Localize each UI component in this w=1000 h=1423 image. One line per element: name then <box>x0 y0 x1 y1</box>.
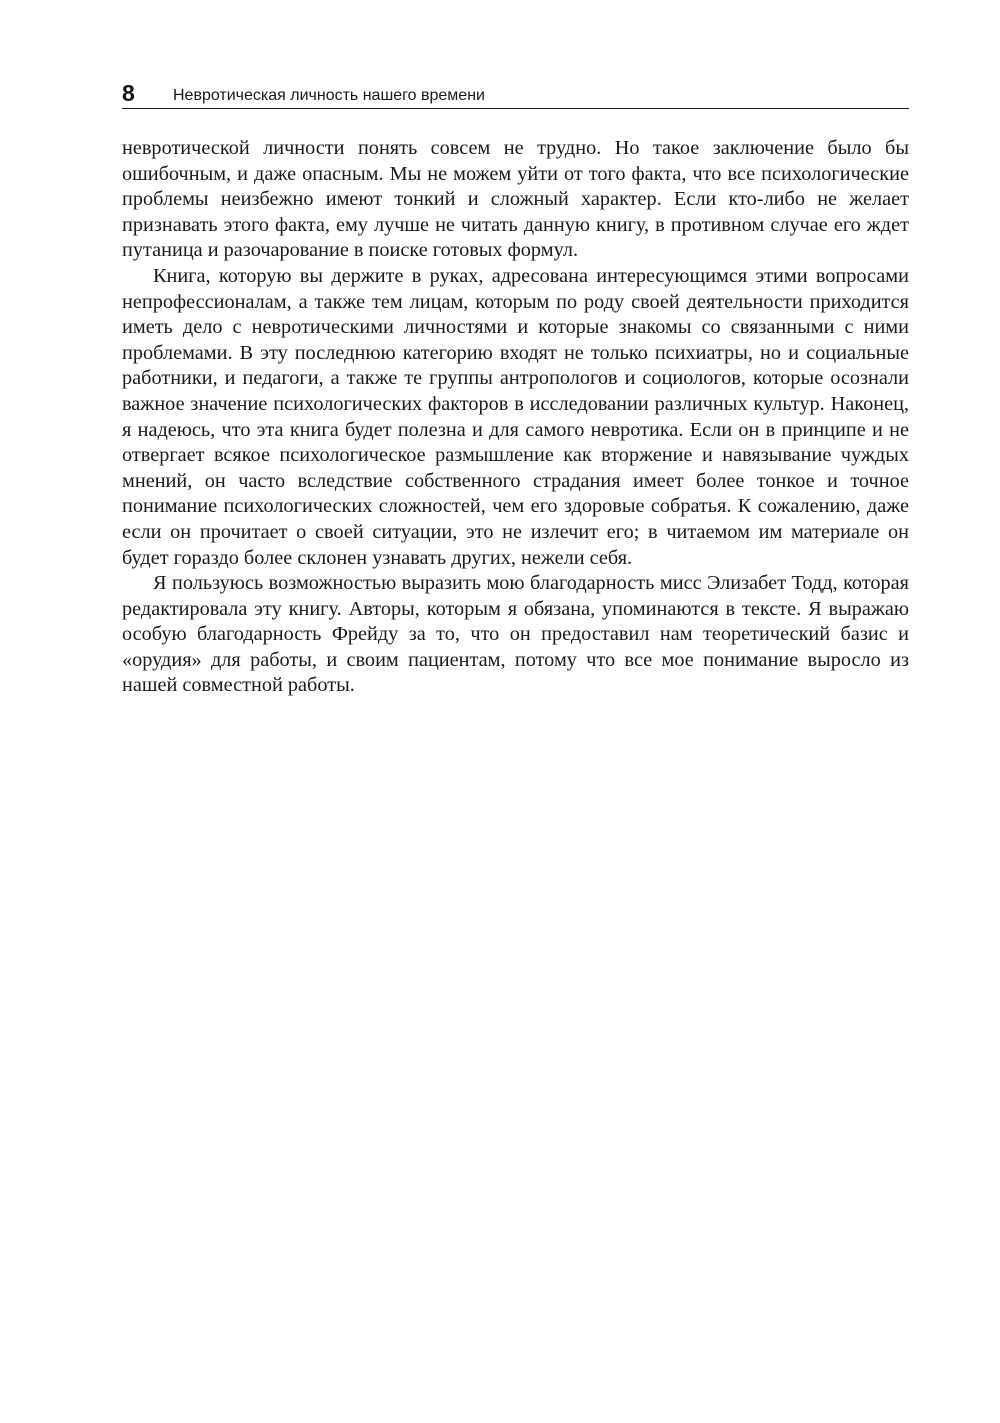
paragraph-acknowledgements: Я пользуюсь возможностью выразить мою благодарность мисс Элизабет Тодд, которая редактировала эту книгу. Авторы, которым я обязана, упоминаются в тексте. Я выражаю особую благодарность Фрейду за то, что он предоставил нам теоретический базис и «орудия» для работы, и своим пациентам, потому что все мое понимание выросло из нашей совместной работы. <box>122 572 909 697</box>
paragraph-audience: Книга, которую вы держите в руках, адресована интересующимся этими вопросами непрофессионалам, а также тем лицам, которым по роду своей деятельности приходится иметь дело с невротическими личностями и которые знакомы со связанными с ними проблемами. В эту последнюю категорию входят не только психиатры, но и социальные работники, и педагоги, а также те группы антропологов и социологов, которые осознали важное значение психологических факторов в исследовании различных культур. Наконец, я надеюсь, что эта книга будет полезна и для самого невротика. Если он в принципе и не отвергает всякое психологическое размышление как вторжение и навязывание чуждых мнений, он часто вследствие собственного страдания имеет более тонкое и точное понимание психологических сложностей, чем его здоровые собратья. К сожалению, даже если он прочитает о своей ситуации, это не излечит его; в читаемом им материале он будет гораздо более склонен узнавать других, нежели себя. <box>122 264 909 569</box>
page-number: 8 <box>122 80 135 106</box>
running-header <box>122 78 909 109</box>
running-title: Невротическая личность нашего времени <box>173 87 485 104</box>
body-text <box>122 136 909 699</box>
paragraph-continuation: невротической личности понять совсем не трудно. Но такое заключение было бы ошибочным, и даже опасным. Мы не можем уйти от того факта, что все психологические проблемы неизбежно имеют тонкий и сложный характер. Если кто-либо не желает признавать этого факта, ему лучше не читать данную книгу, в противном случае его ждет путаница и разочарование в поиске готовых формул. <box>122 137 909 262</box>
